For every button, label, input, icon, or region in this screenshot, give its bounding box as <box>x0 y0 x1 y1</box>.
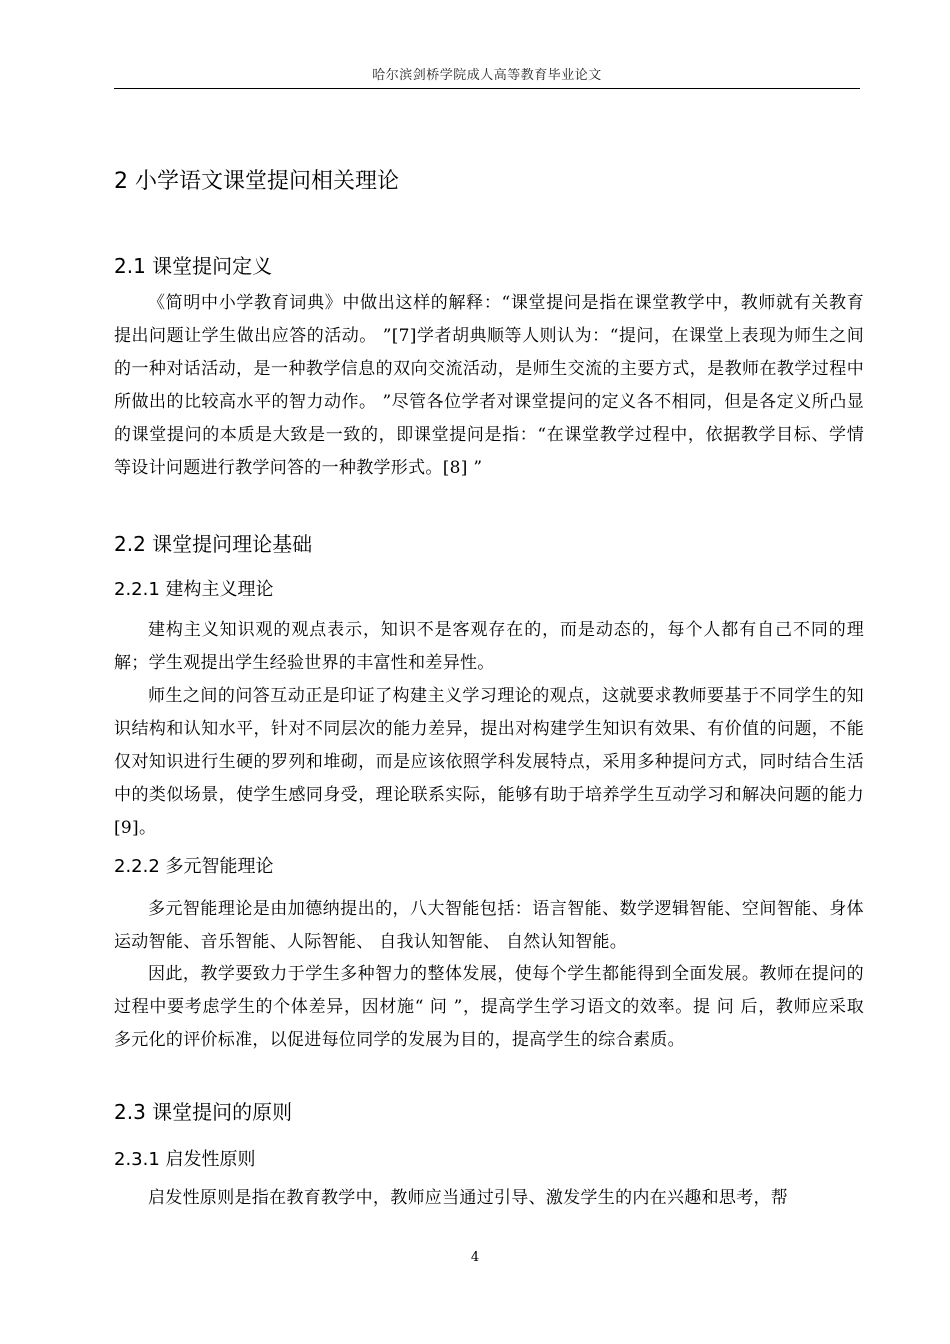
page-number: 4 <box>470 1250 480 1265</box>
section-2-2-1-heading: 2.2.1 建构主义理论 <box>114 579 274 600</box>
section-2-2-2-paragraph-2: 因此，教学要致力于学生多种智力的整体发展，使每个学生都能得到全面发展。教师在提问的过程中要考虑学生的个体差异，因材施“ 问 ”，提高学生学习语文的效率。提 问 后，教师应采取多元化的评价标准，以促进每位同学的发展为目的，提高学生的综合素质。 <box>114 964 864 1050</box>
section-2-2-2-paragraph-1: 多元智能理论是由加德纳提出的，八大智能包括：语言智能、数学逻辑智能、空间智能、身体运动智能、音乐智能、人际智能、 自我认知智能、 自然认知智能。 <box>114 899 864 952</box>
chapter-title: 2 小学语文课堂提问相关理论 <box>114 169 399 194</box>
section-2-1-paragraph: 《简明中小学教育词典》中做出这样的解释：“课堂提问是指在课堂教学中，教师就有关教育提出问题让学生做出应答的活动。 ”[7]学者胡典顺等人则认为：“提问，在课堂上表现为师生之间的一种对话活动，是一种教学信息的双向交流活动，是师生交流的主要方式，是教师在教学过程中所做出的比较高水平的智力动作。 ”尽管各位学者对课堂提问的定义各不相同，但是各定义所凸显的课堂提问的本质是大致是一致的，即课堂提问是指：“在课堂教学过程中，依据教学目标、学情等设计问题进行教学问答的一种教学形式。[8] ” <box>114 293 864 478</box>
section-2-3-1-paragraph: 启发性原则是指在教育教学中，教师应当通过引导、激发学生的内在兴趣和思考，帮 <box>148 1188 789 1208</box>
section-2-2-1-paragraph-1: 建构主义知识观的观点表示，知识不是客观存在的，而是动态的，每个人都有自己不同的理解；学生观提出学生经验世界的丰富性和差异性。 <box>114 620 864 673</box>
section-2-2-1-paragraph-2: 师生之间的问答互动正是印证了构建主义学习理论的观点，这就要求教师要基于不同学生的知识结构和认知水平，针对不同层次的能力差异，提出对构建学生知识有效果、有价值的问题，不能仅对知识进行生硬的罗列和堆砌，而是应该依照学科发展特点，采用多种提问方式，同时结合生活中的类似场景，使学生感同身受，理论联系实际，能够有助于培养学生互动学习和解决问题的能力[9]。 <box>114 686 864 838</box>
section-2-3-heading: 2.3 课堂提问的原则 <box>114 1100 293 1124</box>
section-2-2-heading: 2.2 课堂提问理论基础 <box>114 532 313 556</box>
section-2-3-1-heading: 2.3.1 启发性原则 <box>114 1149 256 1170</box>
running-header: 哈尔滨剑桥学院成人高等教育毕业论文 <box>372 68 602 83</box>
section-2-1-heading: 2.1 课堂提问定义 <box>114 254 273 278</box>
section-2-2-2-heading: 2.2.2 多元智能理论 <box>114 856 274 877</box>
header-rule <box>114 88 860 89</box>
